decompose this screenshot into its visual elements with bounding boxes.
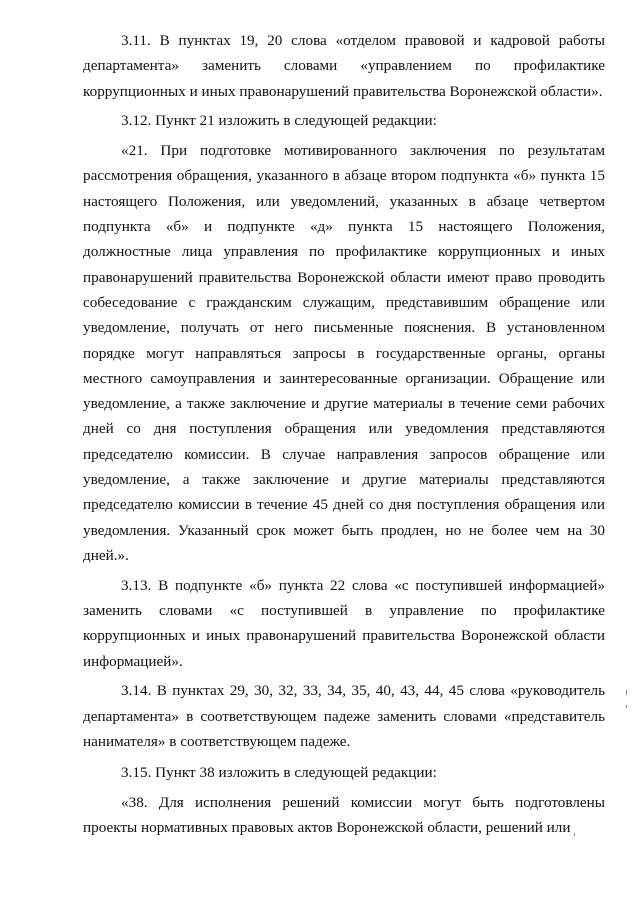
paragraph-3-14: 3.14. В пунктах 29, 30, 32, 33, 34, 35, 40, 43, 44, 45 слова «руководитель департамента» в соответствующем падеже заменить словами «представитель нанимателя» в соответствующем падеже.	[83, 682, 605, 751]
paragraph-3-11: 3.11. В пунктах 19, 20 слова «отделом правовой и кадровой работы департамента» заменить словами «управлением по профилактике коррупционных и иных правонарушений правительства Воронежской области».	[83, 32, 605, 100]
scan-mark	[626, 705, 627, 708]
paragraph-3-13: 3.13. В подпункте «б» пункта 22 слова «с поступившей информацией» заменить словами «с поступившей в управление по профилактике коррупционных и иных правонарушений правительства Воронежской области информацией».	[83, 576, 605, 670]
paragraph-3-12: 3.12. Пункт 21 изложить в следующей редакции:	[121, 112, 437, 130]
paragraph-21-quote: «21. При подготовке мотивированного заключения по результатам рассмотрения обращения, указанного в абзаце втором подпункта «б» пункта 15 настоящего Положения, или уведомлений, указанных в абзаце четвертом подпункта «б» и подпункте «д» пункта 15 настоящего Положения, должностные лица управления по профилактике коррупционных и иных правонарушений правительства Воронежской области имеют право проводить собеседование с гражданским служащим, представившим обращение или уведомление, получать от него письменные пояснения. В установленном порядке могут направляться запросы в государственные органы, органы местного самоуправления и заинтересованные организации. Обращение или уведомление, а также заключение и другие материалы в течение семи рабочих дней со дня поступления обращения или уведомления представляются председателю комиссии. В случае направления запросов обращение или уведомление, а также заключение и другие материалы представляются председателю комиссии в течение 45 дней со дня поступления обращения или уведомления. Указанный срок может быть продлен, но не более чем на 30 дней.».	[83, 142, 605, 564]
scan-mark	[574, 833, 575, 836]
scan-mark	[626, 690, 627, 695]
document-body	[83, 28, 605, 841]
paragraph-38-quote: «38. Для исполнения решений комиссии могут быть подготовлены проекты нормативных правовых актов Воронежской области, решений или	[83, 794, 605, 837]
paragraph-3-15: 3.15. Пункт 38 изложить в следующей редакции:	[121, 764, 437, 782]
